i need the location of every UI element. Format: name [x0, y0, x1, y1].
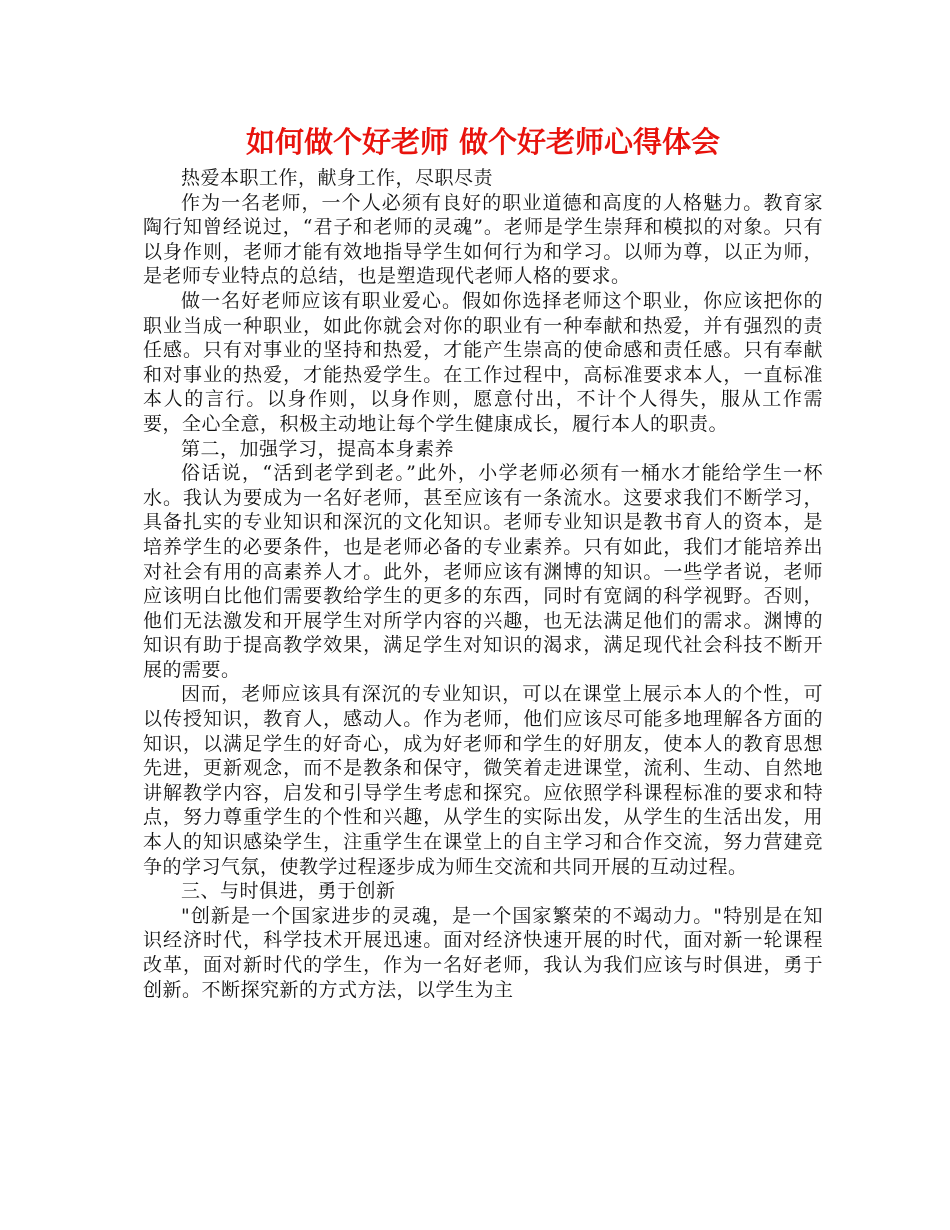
- document-title: 如何做个好老师 做个好老师心得体会: [245, 125, 721, 159]
- section-heading-2: 第二，加强学习，提高本身素养: [181, 437, 455, 460]
- body-paragraph: 做一名好老师应该有职业爱心。假如你选择老师这个职业，你应该把你的职业当成一种职业，如此你就会对你的职业有一种奉献和热爱，并有强烈的责任感。只有对事业的坚持和热爱，才能产生崇高的使命感和责任感。只有奉献和对事业的热爱，才能热爱学生。在工作过程中，高标准要求本人，一直标准本人的言行。以身作则，以身作则，愿意付出，不计个人得失，服从工作需要，全心全意，积极主动地让每个学生健康成长，履行本人的职责。: [143, 289, 823, 435]
- body-paragraph: 因而，老师应该具有深沉的专业知识，可以在课堂上展示本人的个性，可以传授知识，教育人，感动人。作为老师，他们应该尽可能多地理解各方面的知识，以满足学生的好奇心，成为好老师和学生的好朋友，使本人的教育思想先进，更新观念，而不是教条和保守，微笑着走进课堂，流利、生动、自然地讲解教学内容，启发和引导学生考虑和探究。应依照学科课程标准的要求和特点，努力尊重学生的个性和兴趣，从学生的实际出发，从学生的生活出发，用本人的知识感染学生，注重学生在课堂上的自主学习和合作交流，努力营建竞争的学习气氛，使教学过程逐步成为师生交流和共同开展的互动过程。: [143, 683, 823, 878]
- section-heading-1: 热爱本职工作，献身工作，尽职尽责: [181, 167, 494, 189]
- body-paragraph: 作为一名老师，一个人必须有良好的职业道德和高度的人格魅力。教育家陶行知曾经说过，“君子和老师的灵魂”。老师是学生崇拜和模拟的对象。只有以身作则，老师才能有效地指导学生如何行为和学习。以师为尊，以正为师，是老师专业特点的总结，也是塑造现代老师人格的要求。: [143, 191, 823, 288]
- body-paragraph: "创新是一个国家进步的灵魂，是一个国家繁荣的不竭动力。"特别是在知识经济时代，科学技术开展迅速。面对经济快速开展的时代，面对新一轮课程改革，面对新时代的学生，作为一名好老师，我认为我们应该与时俱进，勇于创新。不断探究新的方式方法，以学生为主: [143, 904, 823, 1001]
- document-page: [143, 120, 823, 1002]
- body-paragraph: 俗话说，“活到老学到老。”此外，小学老师必须有一桶水才能给学生一杯水。我认为要成为一名好老师，甚至应该有一条流水。这要求我们不断学习，具备扎实的专业知识和深沉的文化知识。老师专业知识是教书育人的资本，是培养学生的必要条件，也是老师必备的专业素养。只有如此，我们才能培养出对社会有用的高素养人才。此外，老师应该有渊博的知识。一些学者说，老师应该明白比他们需要教给学生的更多的东西，同时有宽阔的科学视野。否则，他们无法激发和开展学生对所学内容的兴趣，也无法满足他们的需求。渊博的知识有助于提高教学效果，满足学生对知识的渴求，满足现代社会科技不断开展的需要。: [143, 462, 823, 681]
- section-heading-3: 三、与时俱进，勇于创新: [181, 880, 396, 903]
